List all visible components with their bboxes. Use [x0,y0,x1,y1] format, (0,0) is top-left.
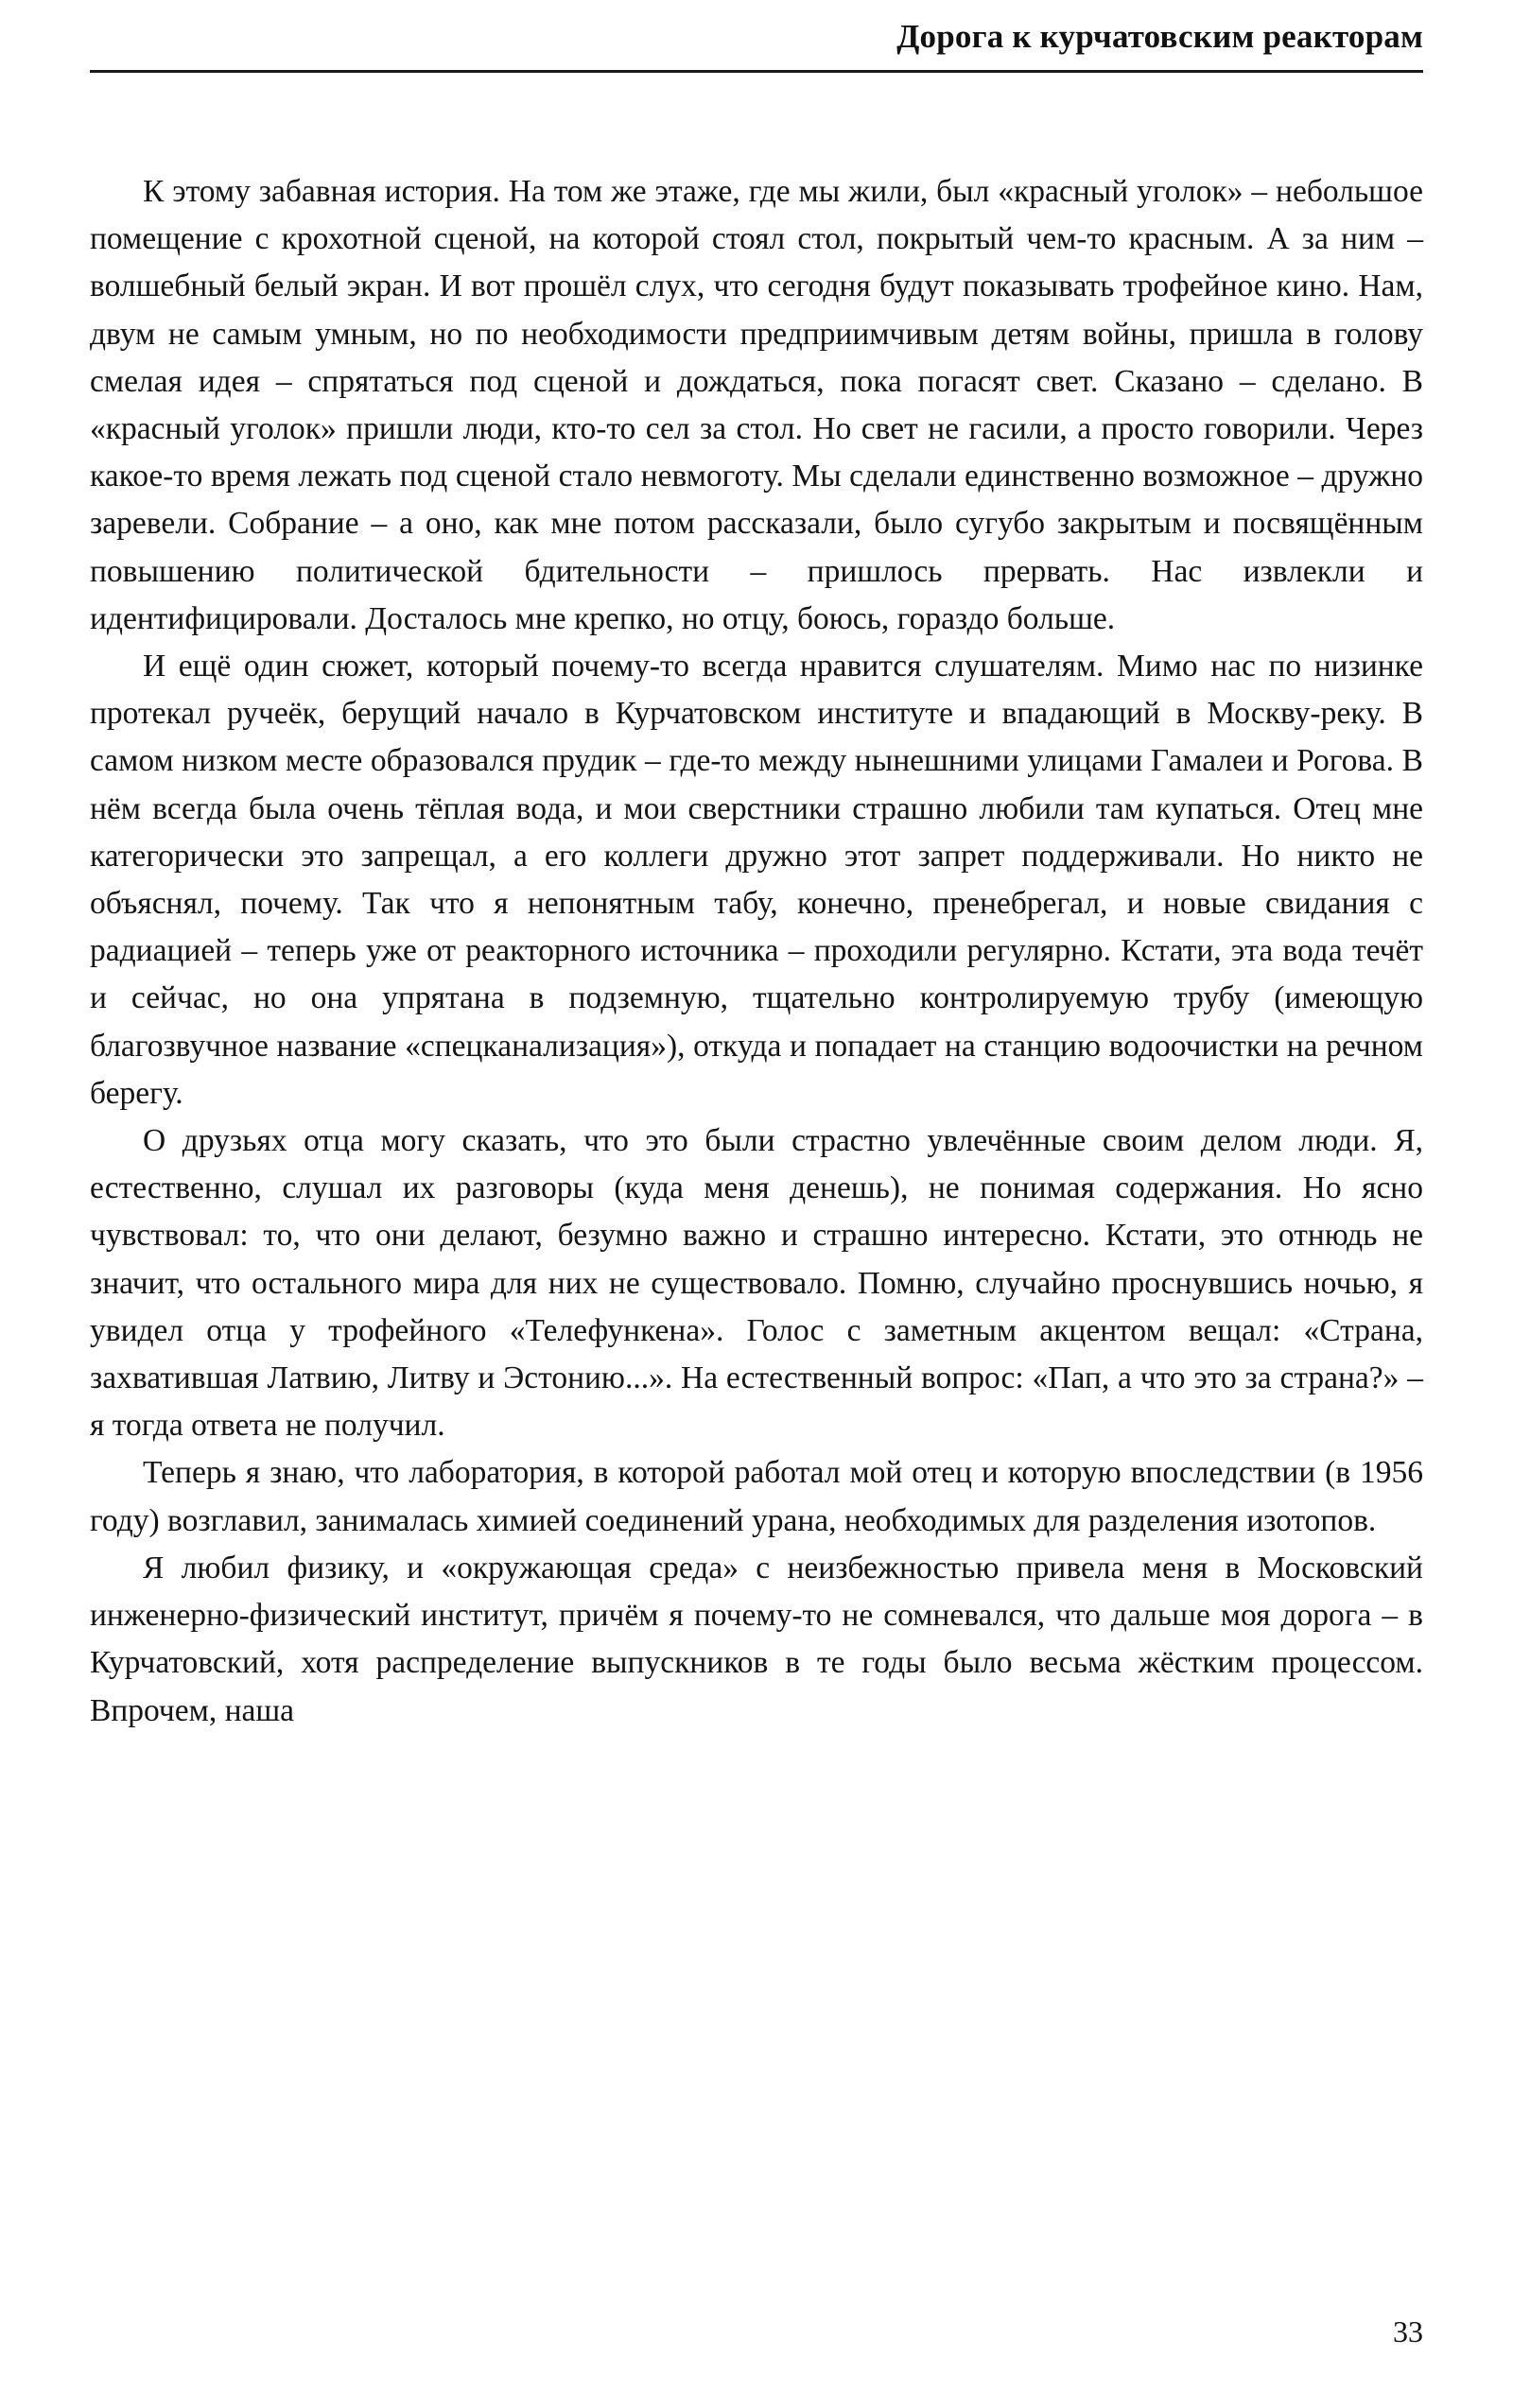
paragraph: Я любил физику, и «окружающая среда» с неизбежностью привела меня в Московский инженерно-физический институт, причём я почему-то не сомневался, что дальше моя дорога – в Курчатовский, хотя распределение выпускников в те годы было весьма жёстким процессом. Впрочем, наша [90,1550,1423,1728]
paragraph: К этому забавная история. На том же этаже, где мы жили, был «красный уголок» – небольшое помещение с крохотной сценой, на которой стоял стол, покрытый чем-то красным. А за ним – волшебный белый экран. И вот прошёл слух, что сегодня будут показывать трофейное кино. Нам, двум не самым умным, но по необходимости предприимчивым детям войны, пришла в голову смелая идея – спрятаться под сценой и дождаться, пока погасят свет. Сказано – сделано. В «красный уголок» пришли люди, кто-то сел за стол. Но свет не гасили, а просто говорили. Через какое-то время лежать под сценой стало невмоготу. Мы сделали единственно возможное – дружно заревели. Собрание – а оно, как мне потом рассказали, было сугубо закрытым и посвящённым повышению политической бдительности – пришлось прервать. Нас извлекли и идентифицировали. Досталось мне крепко, но отцу, боюсь, гораздо больше. [90,174,1423,636]
running-title: Дорога к курчатовским реакторам [896,18,1423,55]
paragraph: Теперь я знаю, что лаборатория, в которой работал мой отец и которую впоследствии (в 1956 году) возглавил, занималась химией соединений урана, необходимых для разделения изотопов. [90,1455,1423,1538]
paragraph: И ещё один сюжет, который почему-то всегда нравится слушателям. Мимо нас по низинке протекал ручеёк, берущий начало в Курчатовском институте и впадающий в Москву-реку. В самом низком месте образовался прудик – где-то между нынешними улицами Гамалеи и Рогова. В нём всегда была очень тёплая вода, и мои сверстники страшно любили там купаться. Отец мне категорически это запрещал, а его коллеги дружно этот запрет поддерживали. Но никто не объяснял, почему. Так что я непонятным табу, конечно, пренебрегал, и новые свидания с радиацией – теперь уже от реакторного источника – проходили регулярно. Кстати, эта вода течёт и сейчас, но она упрятана в подземную, тщательно контролируемую трубу (имеющую благозвучное название «спецканализация»), откуда и попадает на станцию водоочистки на речном берегу. [90,649,1423,1111]
header-divider [90,70,1423,73]
page-body [90,168,1423,1735]
page-number: 33 [1393,2314,1423,2348]
paragraph: О друзьях отца могу сказать, что это были страстно увлечённые своим делом люди. Я, естественно, слушал их разговоры (куда меня денешь), не понимая содержания. Но ясно чувствовал: то, что они делают, безумно важно и страшно интересно. Кстати, это отнюдь не значит, что остального мира для них не существовало. Помню, случайно проснувшись ночью, я увидел отца у трофейного «Телефункена». Голос с заметным акцентом вещал: «Страна, захватившая Латвию, Литву и Эстонию...». На естественный вопрос: «Пап, а что это за страна?» – я тогда ответа не получил. [90,1123,1423,1444]
page-header [90,17,1423,76]
page-footer [90,2314,1423,2349]
